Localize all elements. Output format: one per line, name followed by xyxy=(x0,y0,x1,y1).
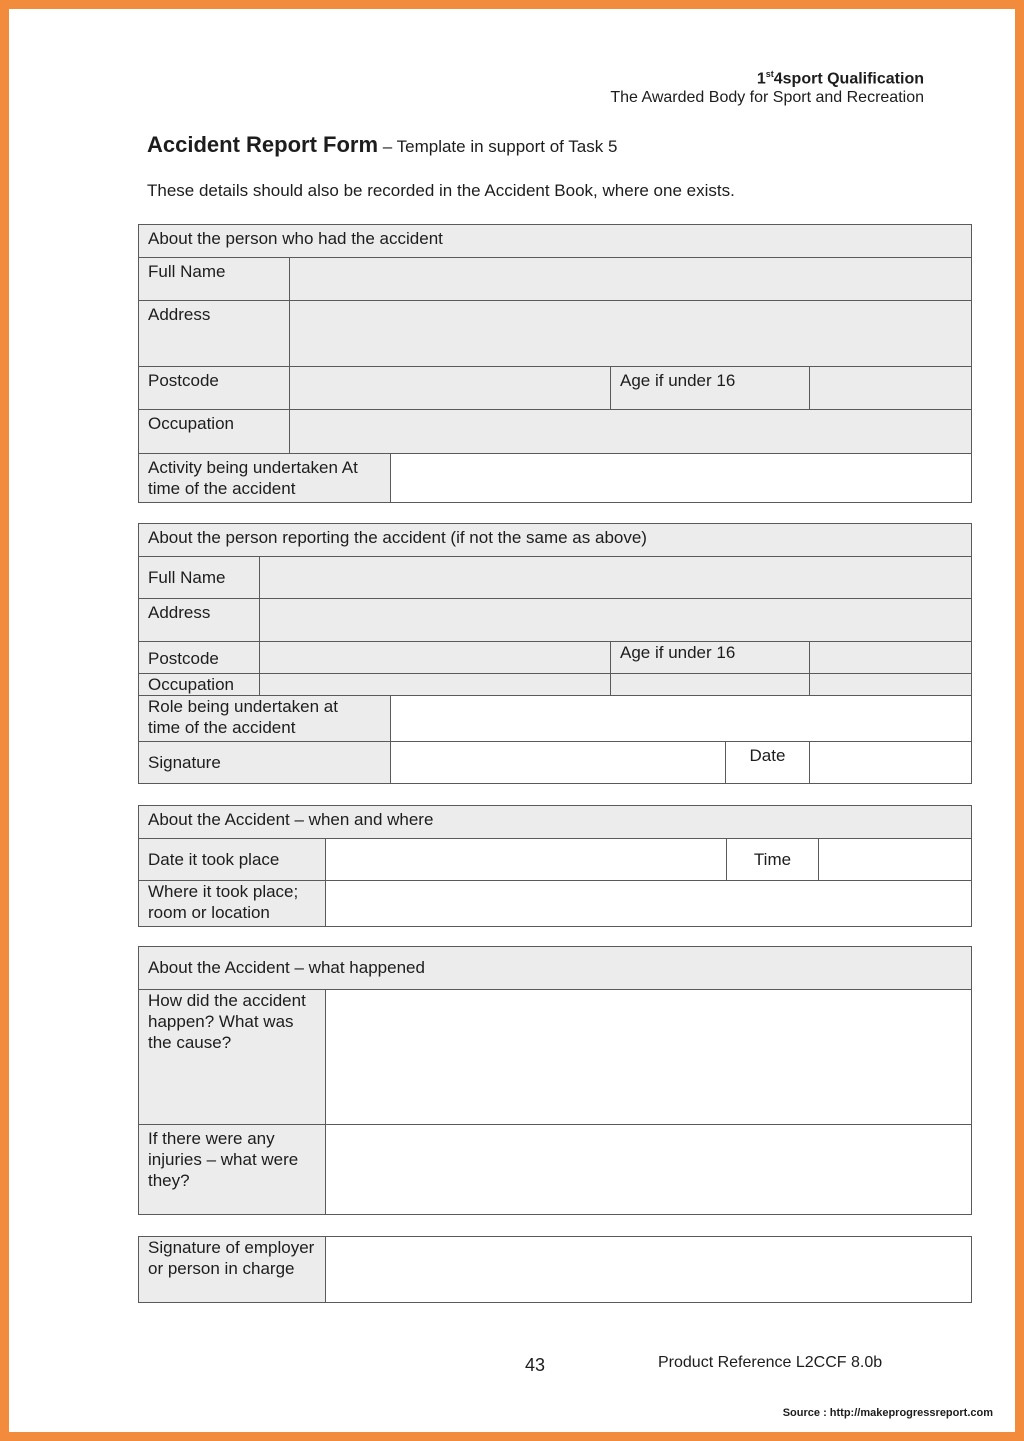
person-injured-table xyxy=(138,224,972,503)
section3-heading: About the Accident – when and where xyxy=(139,806,972,839)
date-took-place-field[interactable] xyxy=(326,839,727,881)
date-field[interactable] xyxy=(810,742,972,784)
employer-signature-label: Signature of employer or person in charge xyxy=(139,1237,326,1303)
occupation-extra-field-2[interactable] xyxy=(810,674,972,696)
occupation-label: Occupation xyxy=(139,410,290,454)
where-label: Where it took place; room or location xyxy=(139,881,326,927)
section1-heading: About the person who had the accident xyxy=(139,225,972,258)
injuries-label: If there were any injuries – what were they? xyxy=(139,1125,326,1215)
org-subtitle: The Awarded Body for Sport and Recreation xyxy=(610,89,924,106)
what-happened-table xyxy=(138,946,972,1215)
date-took-place-label: Date it took place xyxy=(139,839,326,881)
signature-field[interactable] xyxy=(391,742,726,784)
time-label: Time xyxy=(727,839,819,881)
occupation-extra-field[interactable] xyxy=(611,674,810,696)
page-number: 43 xyxy=(525,1355,546,1375)
how-happened-field[interactable] xyxy=(326,990,972,1125)
age-field[interactable] xyxy=(810,367,972,410)
age-label: Age if under 16 xyxy=(611,367,810,410)
full-name-field[interactable] xyxy=(260,557,972,599)
where-field[interactable] xyxy=(326,881,972,927)
injuries-field[interactable] xyxy=(326,1125,972,1215)
occupation-field[interactable] xyxy=(260,674,611,696)
how-happened-label: How did the accident happen? What was the cause? xyxy=(139,990,326,1125)
occupation-label: Occupation xyxy=(139,674,260,696)
postcode-field[interactable] xyxy=(260,642,611,674)
address-label: Address xyxy=(139,599,260,642)
address-field[interactable] xyxy=(290,301,972,367)
source-credit: Source : http://makeprogressreport.com xyxy=(782,1407,993,1419)
employer-signature-table xyxy=(138,1236,972,1303)
role-label: Role being undertaken at time of the accident xyxy=(139,696,391,742)
postcode-label: Postcode xyxy=(139,367,290,410)
document-page xyxy=(9,9,1015,1432)
age-label: Age if under 16 xyxy=(611,642,810,674)
org-name: 1st4sport Qualification xyxy=(756,69,924,88)
full-name-label: Full Name xyxy=(139,557,260,599)
time-field[interactable] xyxy=(819,839,972,881)
postcode-label: Postcode xyxy=(139,642,260,674)
occupation-field[interactable] xyxy=(290,410,972,454)
age-field[interactable] xyxy=(810,642,972,674)
date-label: Date xyxy=(726,742,810,784)
section4-heading: About the Accident – what happened xyxy=(139,947,972,990)
role-field[interactable] xyxy=(391,696,972,742)
full-name-field[interactable] xyxy=(290,258,972,301)
product-reference: Product Reference L2CCF 8.0b xyxy=(658,1354,883,1371)
when-where-table xyxy=(138,805,972,927)
activity-field[interactable] xyxy=(391,454,972,503)
full-name-label: Full Name xyxy=(139,258,290,301)
postcode-field[interactable] xyxy=(290,367,611,410)
activity-label: Activity being undertaken At time of the accident xyxy=(139,454,391,503)
address-label: Address xyxy=(139,301,290,367)
intro-text: These details should also be recorded in the Accident Book, where one exists. xyxy=(147,181,735,200)
person-reporting-table xyxy=(138,523,972,784)
employer-signature-field[interactable] xyxy=(326,1237,972,1303)
signature-label: Signature xyxy=(139,742,391,784)
page-title: Accident Report Form – Template in support of Task 5 xyxy=(147,132,618,157)
address-field[interactable] xyxy=(260,599,972,642)
section2-heading: About the person reporting the accident (if not the same as above) xyxy=(139,524,972,557)
